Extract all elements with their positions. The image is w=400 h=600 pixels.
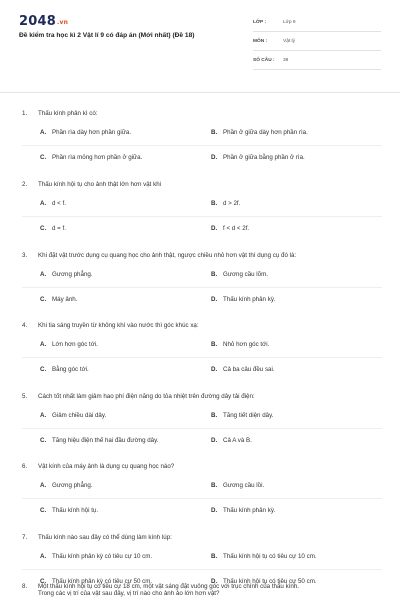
option-a[interactable]: A. Phần rìa dày hơn phần giữa. [40,129,132,136]
option-divider [22,357,382,358]
option-d[interactable]: D. f < d < 2f. [211,225,250,232]
option-divider [22,145,382,146]
question-stem-continuation: Trong các vị trí của vật sau đây, vị trí nào cho ảnh ảo lớn hơn vật? [38,590,220,597]
page-title: Đề kiểm tra học kì 2 Vật lí 9 có đáp án (Mới nhất) (Đề 18) [19,32,195,39]
document-header [0,0,400,92]
option-b[interactable]: B. d > 2f. [211,200,241,207]
question-stem: 6. Vật kính của máy ảnh là dụng cụ quang học nào? [22,463,175,470]
meta-value: Lớp 9 [283,19,296,25]
option-b[interactable]: B. Tăng tiết diện dây. [211,412,274,419]
question-stem: 2. Thấu kính hội tụ cho ảnh thật lớn hơn vật khi [22,181,162,188]
option-c[interactable]: C. Tăng hiệu điện thế hai đầu đường dây. [40,437,159,444]
document-meta [253,13,381,70]
option-b[interactable]: B. Gương cầu lõm. [211,271,268,278]
option-d[interactable]: D. Cả ba câu đều sai. [211,366,275,373]
meta-label: LỚP : [253,19,267,25]
option-c[interactable]: C. d = f. [40,225,66,232]
question-stem: 7. Thấu kính nào sau đây có thể dùng làm kính lúp: [22,534,172,541]
option-b[interactable]: B. Phần ở giữa dày hơn phần rìa. [211,129,308,136]
meta-value: Vật lý [283,38,295,44]
option-divider [22,216,382,217]
meta-label: MÔN : [253,38,268,44]
meta-row-subject [253,32,381,51]
option-a[interactable]: A. Gương phẳng. [40,482,93,489]
option-c[interactable]: C. Thấu kính hội tụ. [40,507,99,514]
site-logo[interactable]: 2048.vn [19,14,69,29]
option-divider [22,498,382,499]
option-b[interactable]: B. Nhỏ hơn góc tới. [211,341,270,348]
option-a[interactable]: A. Gương phẳng. [40,271,93,278]
option-a[interactable]: A. Lớn hơn góc tới. [40,341,98,348]
question-stem: 5. Cách tốt nhất làm giảm hao phí điện năng do tỏa nhiệt trên đường dây tải điện: [22,393,255,400]
option-b[interactable]: B. Gương cầu lồi. [211,482,265,489]
option-d[interactable]: D. Thấu kính phân kỳ. [211,507,276,514]
question-stem: 8. Một thấu kính hội tụ có tiêu cự 18 cm, một vật sáng đặt vuông góc với trục chính của thấu kính. Trong các vị trí của vật sau đây, vị trí nào cho ảnh ảo lớn hơn vật? [22,583,382,597]
option-b[interactable]: B. Thấu kính hội tụ có tiêu cự 10 cm. [211,553,317,560]
question-stem: 1. Thấu kính phân kì có: [22,110,98,117]
option-divider [22,428,382,429]
meta-row-class [253,13,381,32]
option-a[interactable]: A. Thấu kính phân kỳ có tiêu cự 10 cm. [40,553,153,560]
option-d[interactable]: D. Thấu kính hội tụ có tiêu cự 50 cm. [211,578,317,585]
option-c[interactable]: C. Máy ảnh. [40,296,78,303]
meta-value: 38 [283,57,289,63]
option-a[interactable]: A. d < f. [40,200,66,207]
option-divider [22,287,382,288]
question-stem: 3. Khi đặt vật trước dụng cụ quang học cho ảnh thật, ngược chiều nhỏ hơn vật thì dụng cụ đó là: [22,252,297,259]
option-d[interactable]: D. Cả A và B. [211,437,252,444]
meta-label: SỐ CÂU : [253,57,275,63]
question-stem: 4. Khi tia sáng truyền từ không khí vào nước thì góc khúc xạ: [22,322,199,329]
option-c[interactable]: C. Thấu kính phân kỳ có tiêu cự 50 cm. [40,578,153,585]
option-d[interactable]: D. Phần ở giữa bằng phần ở rìa. [211,154,305,161]
option-a[interactable]: A. Giảm chiều dài dây. [40,412,107,419]
option-c[interactable]: C. Bằng góc tới. [40,366,89,373]
meta-row-count [253,51,381,70]
option-d[interactable]: D. Thấu kính phân kỳ. [211,296,276,303]
option-c[interactable]: C. Phần rìa mỏng hơn phần ở giữa. [40,154,143,161]
header-divider [0,92,400,93]
option-divider [22,569,382,570]
